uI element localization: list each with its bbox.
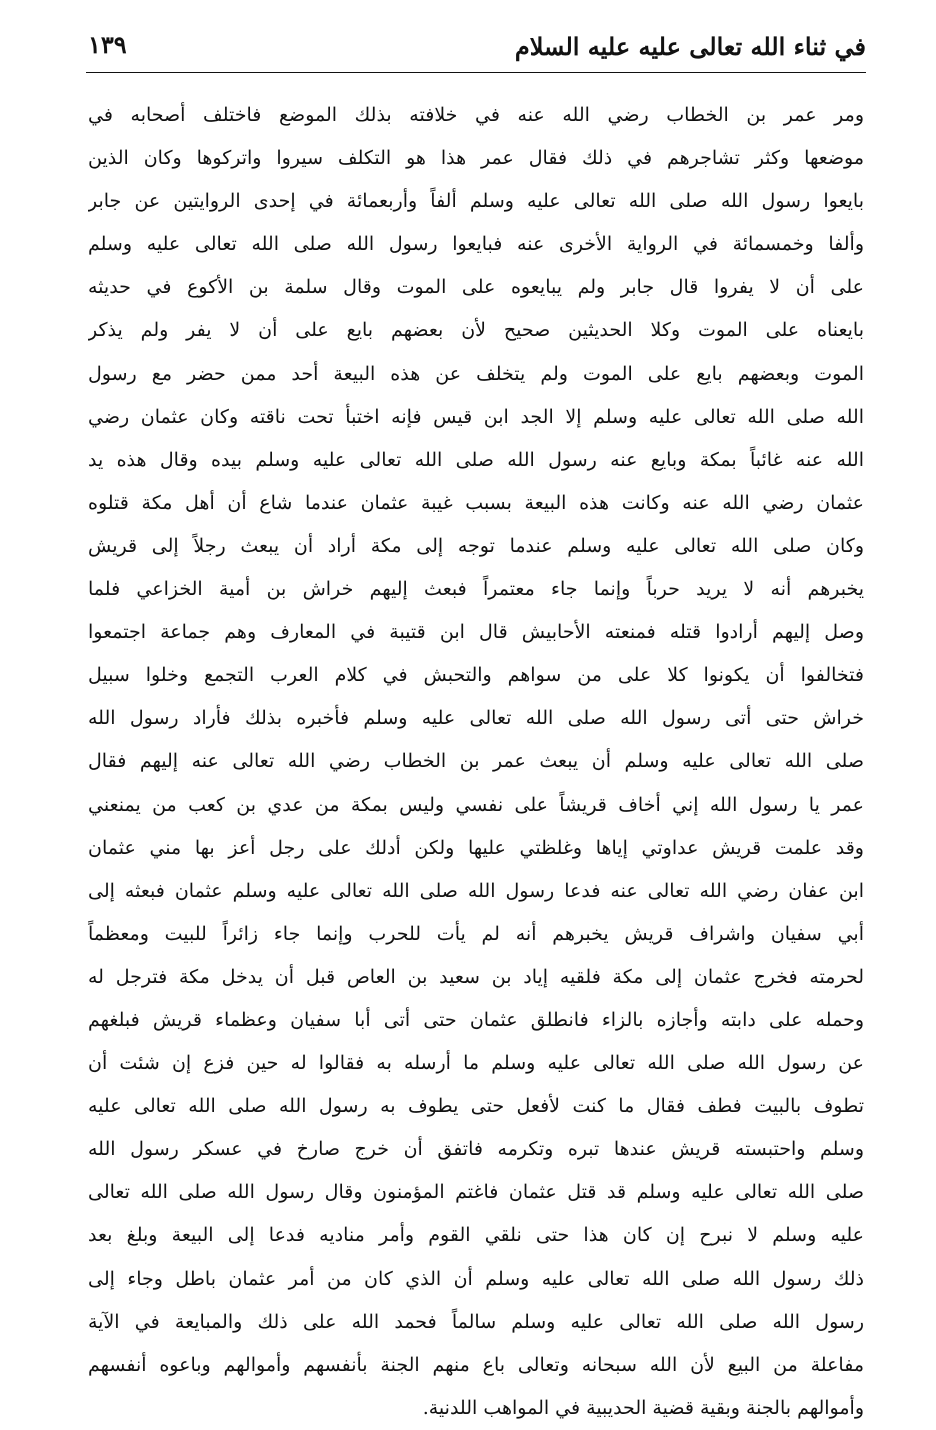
text-line: عمر يا رسول الله إني أخاف قريشاً على نفسي وليس بمكة من عدي بن كعب من يمنعني xyxy=(88,793,864,816)
text-line: وقد علمت قريش عداوتي إياها وغلظتي عليها ولكن أدلك على رجل أعز بها مني عثمان xyxy=(88,836,864,859)
text-line: وصل إليهم أرادوا قتله فمنعته الأحابيش قال ابن قتيبة في المعارف وهم جماعة اجتمعوا xyxy=(88,621,864,644)
text-line: موضعها وكثر تشاجرهم في ذلك فقال عمر هذا هو التكلف سيروا واتركوها وكان الذين xyxy=(88,147,864,170)
text-line: ذلك رسول الله صلى الله تعالى عليه وسلم أن الذي كان من أمر عثمان باطل وجاء إلى xyxy=(88,1267,864,1290)
text-line: بايعوا رسول الله صلى الله تعالى عليه وسلم ألفاً وأربعمائة في إحدى الروايتين عن جابر xyxy=(88,190,864,213)
text-line: ومر عمر بن الخطاب رضي الله عنه في خلافته بذلك الموضع فاختلف أصحابه في xyxy=(88,104,864,126)
header-rule xyxy=(86,72,866,73)
running-title: في ثناء الله تعالى عليه عليه السلام xyxy=(514,32,866,61)
text-line: بايعناه على الموت وكلا الحديثين صحيح لأن بعضهم بايع على أن لا يفر ولم يذكر xyxy=(88,319,864,342)
text-line: عليه وسلم لا نبرح إن كان هذا حتى نلقي القوم وأمر مناديه فدعا إلى البيعة وبلغ بعد xyxy=(88,1224,864,1247)
page-number: ١٣٩ xyxy=(88,30,127,59)
body-text xyxy=(88,94,864,1430)
text-line: وسلم واحتبسته قريش عندها تبره وتكرمه فاتفق أن خرج صارخ في عسكر رسول الله xyxy=(88,1138,864,1161)
text-line: لحرمته فخرج عثمان إلى مكة فلقيه إياد بن سعيد بن العاص قبل أن يدخل مكة فترجل له xyxy=(88,965,864,988)
text-line: فتخالفوا أن يكونوا كلا على من سواهم والتحبش في كلام العرب التجمع وخلوا سبيل xyxy=(88,664,864,687)
text-line: الله عنه غائباً بمكة وبايع عنه رسول الله صلى الله تعالى عليه وسلم بيده وقال هذه يد xyxy=(88,448,864,471)
text-line: رسول الله صلى الله تعالى عليه وسلم سالماً فحمد الله على ذلك والمبايعة في الآية xyxy=(88,1310,864,1333)
text-line: صلى الله تعالى عليه وسلم أن يبعث عمر بن الخطاب رضي الله تعالى عنه إليهم فقال xyxy=(88,750,864,773)
text-line: وكان صلى الله تعالى عليه وسلم عندما توجه إلى مكة أراد أن يبعث رجلاً إلى قريش xyxy=(88,534,864,557)
text-line: وحمله على دابته وأجازه بالزاء فانطلق عثمان حتى أتى أبا سفيان وعظماء قريش فبلغهم xyxy=(88,1008,864,1031)
text-line: أبي سفيان واشراف قريش يخبرهم أنه لم يأت للحرب وإنما جاء زائراً للبيت ومعظماً xyxy=(88,922,864,945)
page-header xyxy=(88,28,866,68)
text-line: على أن لا يفروا قال جابر ولم يبايعوه على الموت وقال سلمة بن الأكوع في حديثه xyxy=(88,276,864,299)
text-line: خراش حتى أتى رسول الله صلى الله تعالى عليه وسلم فأخبره بذلك فأراد رسول الله xyxy=(88,707,864,730)
text-line: عثمان رضي الله عنه وكانت هذه البيعة بسبب غيبة عثمان عندما شاع أن أهل مكة قتلوه xyxy=(88,491,864,514)
text-line: تطوف بالبيت فطف فقال ما كنت لأفعل حتى يطوف به رسول الله صلى الله تعالى عليه xyxy=(88,1095,864,1118)
text-line: ابن عفان رضي الله تعالى عنه فدعا رسول الله صلى الله تعالى عليه وسلم عثمان فبعثه إلى xyxy=(88,879,864,902)
text-line: عن رسول الله صلى الله تعالى عليه وسلم ما أرسله به فقالوا له حين فزع إن شئت أن xyxy=(88,1052,864,1075)
text-line: وألفا وخمسمائة في الرواية الأخرى عنه فبايعوا رسول الله صلى الله تعالى عليه وسلم xyxy=(88,233,864,256)
text-line: وأموالهم بالجنة وبقية قضية الحديبية في المواهب اللدنية. xyxy=(422,1396,864,1419)
text-line: مفاعلة من البيع لأن الله سبحانه وتعالى باع منهم الجنة بأنفسهم وأموالهم وباعوه أنفسهم xyxy=(88,1353,864,1376)
text-line: الموت وبعضهم بايع على الموت ولم يتخلف عن هذه البيعة أحد ممن حضر مع رسول xyxy=(88,362,864,385)
text-line: الله صلى الله تعالى عليه وسلم إلا الجد ابن قيس فإنه اختبأ تحت ناقته وكان عثمان رضي xyxy=(88,405,864,428)
text-line: يخبرهم أنه لا يريد حرباً وإنما جاء معتمراً فبعث إليهم خراش بن أمية الخزاعي فلما xyxy=(88,578,864,601)
text-line: صلى الله تعالى عليه وسلم قد قتل عثمان فاغتم المؤمنون وقال رسول الله صلى الله تعالى xyxy=(88,1181,864,1204)
